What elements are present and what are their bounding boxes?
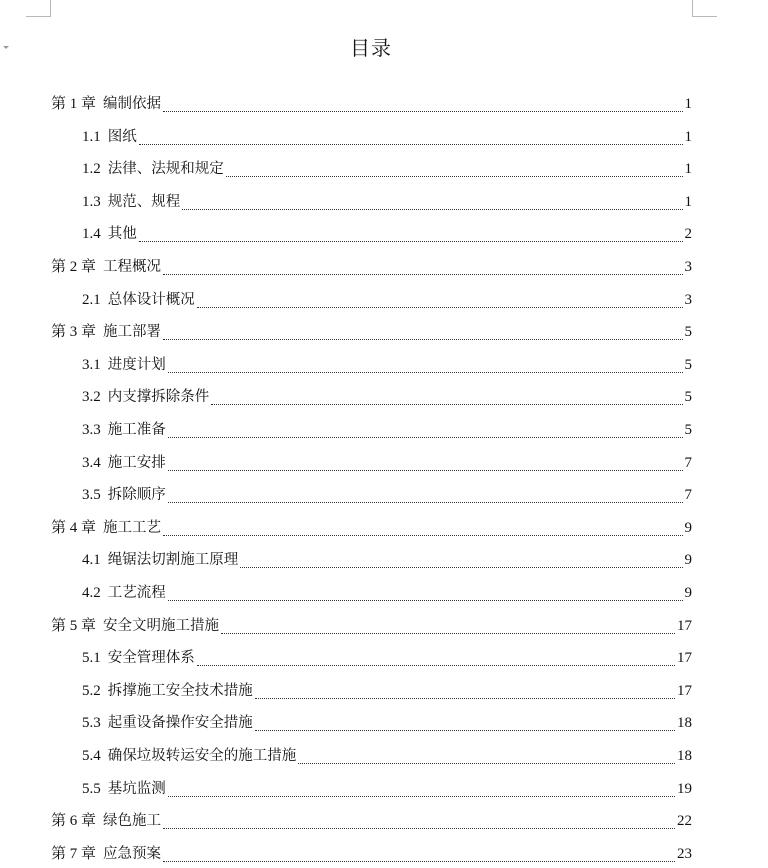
toc-entry-number: 1.1 — [82, 128, 101, 145]
toc-entry-page-number: 19 — [677, 780, 692, 797]
toc-entry-text: 编制依据 — [103, 96, 162, 112]
toc-entry-text: 绳锯法切割施工原理 — [107, 552, 239, 569]
toc-dot-leader — [168, 600, 683, 601]
toc-title: 目录 — [350, 36, 392, 60]
toc-entry-page-number: 2 — [684, 226, 692, 243]
toc-entry-page-number: 18 — [677, 748, 692, 764]
toc-entry-number: 5.2 — [82, 682, 101, 699]
toc-entry[interactable] — [82, 775, 692, 803]
toc-entry-number: 3.4 — [82, 454, 101, 471]
toc-entry-page-number: 1 — [684, 161, 692, 178]
toc-dot-leader — [298, 763, 675, 764]
toc-entry[interactable] — [82, 286, 692, 314]
toc-entry[interactable] — [82, 383, 692, 411]
toc-entry[interactable] — [51, 807, 692, 835]
toc-entry-text: 法律、法规和规定 — [107, 161, 224, 178]
toc-dot-leader — [168, 470, 683, 471]
toc-entry[interactable] — [82, 677, 692, 705]
toc-entry-number: 第 2 章 — [51, 259, 97, 275]
toc-entry-text: 施工工艺 — [103, 519, 162, 536]
toc-dot-leader — [182, 209, 682, 210]
toc-entry-number: 3.5 — [82, 487, 101, 504]
toc-entry-number: 第 7 章 — [51, 845, 97, 862]
toc-entry-page-number: 17 — [677, 650, 692, 667]
toc-entry[interactable] — [82, 449, 692, 477]
toc-entry-number: 5.5 — [82, 780, 101, 797]
toc-dot-leader — [211, 404, 682, 405]
toc-entry-text: 工程概况 — [103, 259, 162, 275]
toc-entry-number: 3.3 — [82, 422, 101, 438]
toc-entry-number: 1.2 — [82, 161, 101, 178]
toc-dot-leader — [139, 144, 683, 145]
toc-entry-text: 图纸 — [107, 128, 137, 145]
toc-dot-leader — [168, 437, 683, 438]
toc-dot-leader — [255, 730, 675, 731]
toc-entry-page-number: 23 — [677, 845, 692, 862]
toc-entry[interactable] — [82, 220, 692, 248]
toc-entry-text: 总体设计概况 — [107, 291, 195, 308]
toc-dot-leader — [163, 111, 682, 112]
toc-entry-number: 第 1 章 — [51, 96, 97, 112]
toc-entry-text: 安全管理体系 — [107, 650, 195, 667]
toc-entry-number: 1.4 — [82, 226, 101, 243]
toc-entry-text: 其他 — [107, 226, 137, 243]
toc-dot-leader — [255, 698, 675, 699]
toc-entry-number: 1.3 — [82, 193, 101, 210]
toc-dot-leader — [197, 307, 683, 308]
toc-dot-leader — [240, 567, 682, 568]
toc-entry-number: 2.1 — [82, 291, 101, 308]
toc-entry-text: 内支撑拆除条件 — [107, 389, 210, 406]
toc-dot-leader — [163, 274, 682, 275]
toc-entry[interactable] — [82, 481, 692, 509]
toc-entry-text: 安全文明施工措施 — [103, 617, 220, 634]
toc-entry[interactable] — [82, 546, 692, 574]
toc-entry-number: 5.4 — [82, 748, 101, 764]
toc-entry-page-number: 17 — [677, 682, 692, 699]
toc-entry-page-number: 5 — [684, 389, 692, 406]
toc-entry-number: 4.2 — [82, 585, 101, 601]
toc-entry[interactable] — [51, 90, 692, 118]
toc-entry[interactable] — [82, 123, 692, 151]
toc-entry-number: 第 5 章 — [51, 617, 97, 634]
toc-entry-number: 4.1 — [82, 552, 101, 569]
toc-entry[interactable] — [82, 351, 692, 379]
toc-entry-text: 规范、规程 — [107, 193, 181, 210]
toc-entry-page-number: 9 — [684, 552, 692, 569]
toc-entry-number: 5.1 — [82, 650, 101, 667]
toc-entry[interactable] — [82, 188, 692, 216]
toc-entry-text: 施工安排 — [107, 454, 166, 471]
toc-entry-page-number: 1 — [684, 193, 692, 210]
toc-entry-page-number: 5 — [684, 324, 692, 341]
toc-entry-number: 第 4 章 — [51, 519, 97, 536]
toc-entry[interactable] — [51, 253, 692, 281]
corner-crop-mark-top-left — [26, 0, 51, 17]
toc-entry-text: 工艺流程 — [107, 585, 166, 601]
toc-entry-text: 确保垃圾转运安全的施工措施 — [107, 748, 297, 764]
toc-dot-leader — [163, 339, 682, 340]
toc-entry-text: 起重设备操作安全措施 — [107, 715, 253, 732]
toc-dot-leader — [163, 535, 682, 536]
toc-entry-text: 进度计划 — [107, 356, 166, 373]
toc-entry-text: 拆撑施工安全技术措施 — [107, 682, 253, 699]
toc-entry-text: 应急预案 — [103, 845, 162, 862]
toc-entry-text: 绿色施工 — [103, 813, 162, 830]
toc-entry-page-number: 7 — [684, 454, 692, 471]
toc-entry-page-number: 3 — [684, 259, 692, 275]
toc-entry-number: 第 6 章 — [51, 813, 97, 830]
toc-dot-leader — [163, 861, 675, 862]
toc-dot-leader — [221, 633, 675, 634]
toc-entry[interactable] — [51, 318, 692, 346]
toc-entry-page-number: 5 — [684, 356, 692, 373]
toc-entry-page-number: 7 — [684, 487, 692, 504]
toc-entry[interactable] — [82, 709, 692, 737]
toc-entry-number: 3.2 — [82, 389, 101, 406]
toc-entry-text: 拆除顺序 — [107, 487, 166, 504]
toc-dot-leader — [168, 372, 683, 373]
toc-dot-leader — [139, 241, 683, 242]
toc-dot-leader — [197, 665, 675, 666]
toc-entry-page-number: 9 — [684, 519, 692, 536]
toc-entry[interactable] — [82, 644, 692, 672]
toc-dot-leader — [168, 796, 675, 797]
toc-entry[interactable] — [82, 416, 692, 444]
toc-entry-page-number: 1 — [684, 128, 692, 145]
toc-entry-number: 第 3 章 — [51, 324, 97, 341]
toc-entry-page-number: 17 — [677, 617, 692, 634]
toc-entry[interactable] — [51, 612, 692, 640]
toc-entry[interactable] — [51, 514, 692, 542]
toc-entry-page-number: 1 — [684, 96, 692, 112]
toc-entry-text: 施工部署 — [103, 324, 162, 341]
toc-entry[interactable] — [51, 840, 692, 868]
toc-dot-leader — [168, 502, 683, 503]
toc-entry-page-number: 22 — [677, 813, 692, 830]
toc-entry[interactable] — [82, 742, 692, 770]
toc-entry[interactable] — [82, 579, 692, 607]
toc-entry-text: 施工准备 — [107, 422, 166, 438]
toc-dot-leader — [226, 176, 683, 177]
toc-entry-page-number: 3 — [684, 291, 692, 308]
toc-entry-text: 基坑监测 — [107, 780, 166, 797]
toc-entry-page-number: 9 — [684, 585, 692, 601]
toc-dot-leader — [163, 828, 675, 829]
corner-crop-mark-top-right — [692, 0, 717, 17]
toc-entry-number: 5.3 — [82, 715, 101, 732]
toc-entry-page-number: 18 — [677, 715, 692, 732]
toc-entry-number: 3.1 — [82, 356, 101, 373]
toc-entry-page-number: 5 — [684, 422, 692, 438]
toc-entry[interactable] — [82, 155, 692, 183]
